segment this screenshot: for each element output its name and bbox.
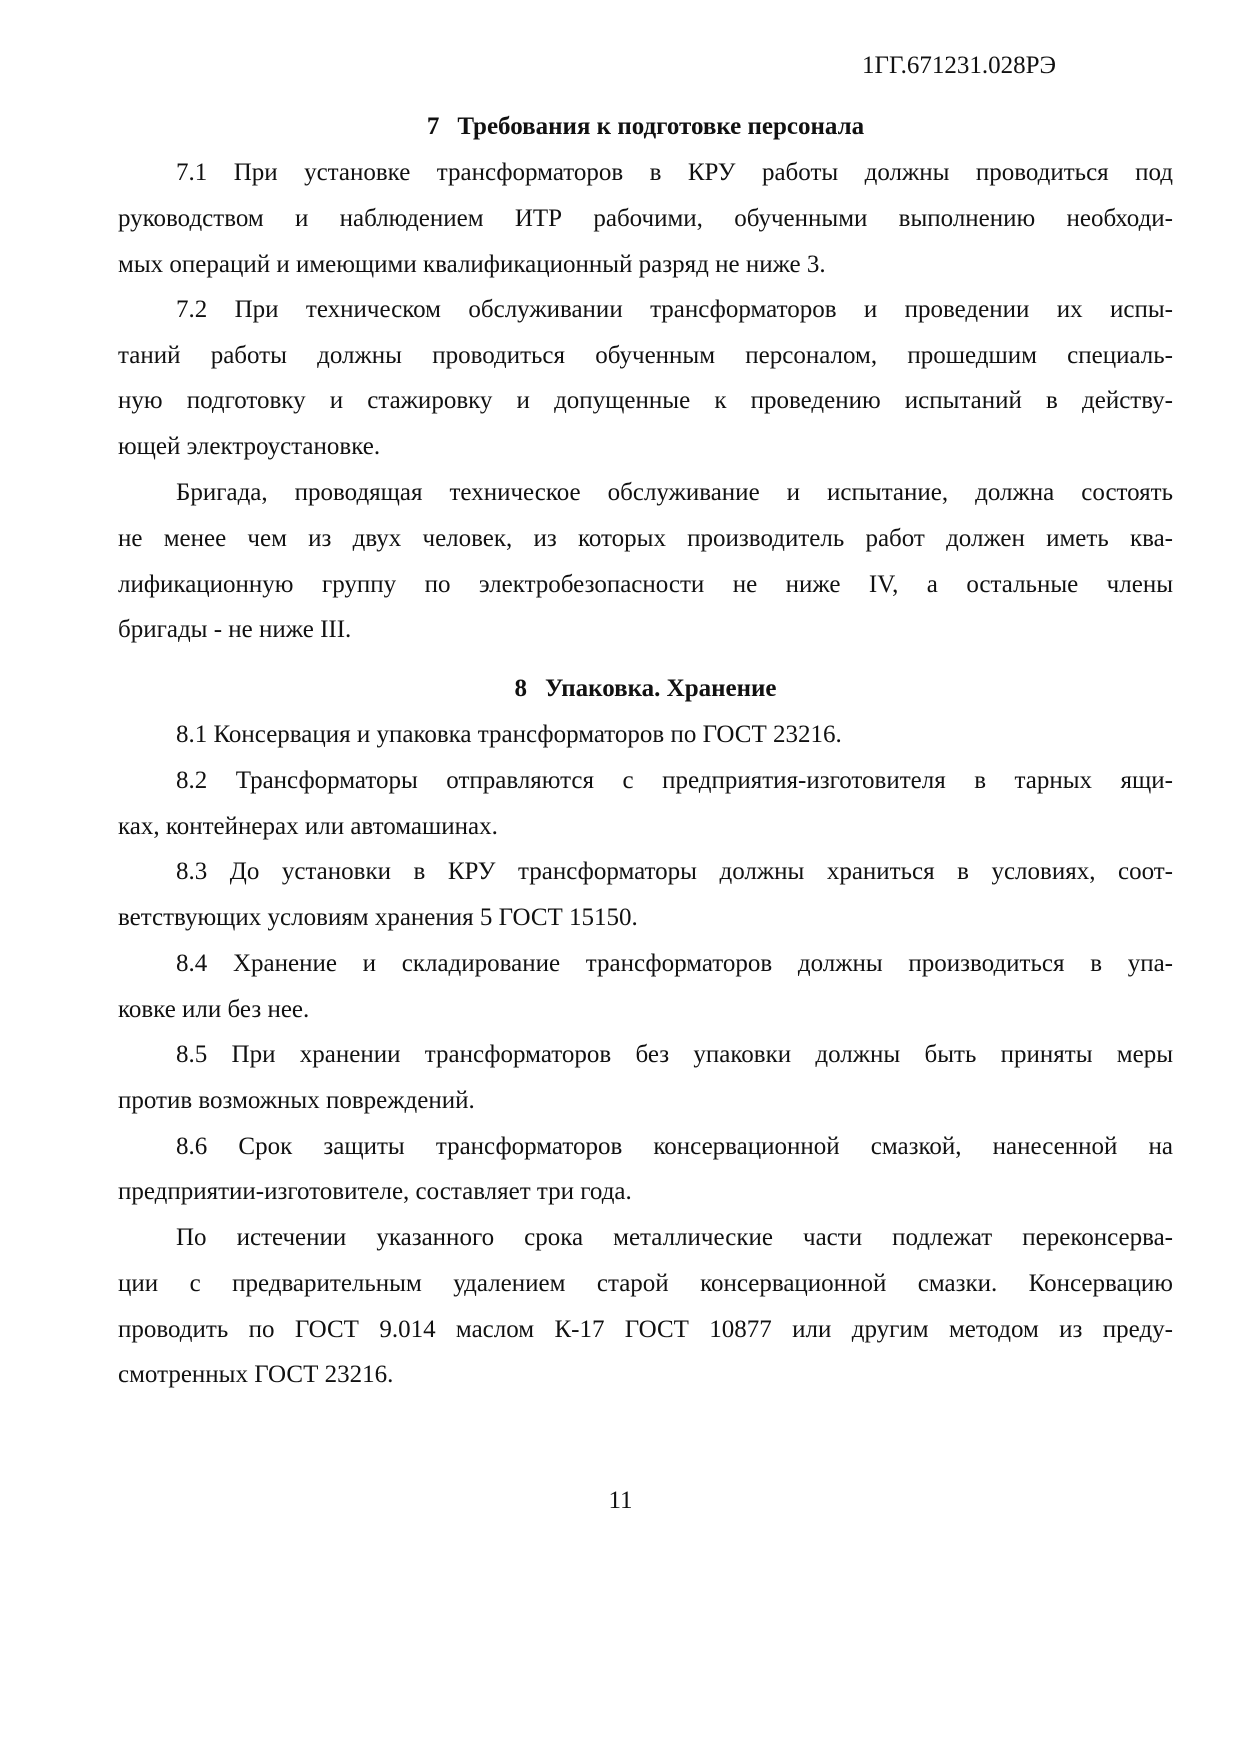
- section-heading-8: [118, 674, 1173, 704]
- text-line: По истечении указанного срока металлические части подлежат переконсерва-: [176, 1224, 1173, 1251]
- section-number: 8: [514, 675, 527, 702]
- text-line: не менее чем из двух человек, из которых производитель работ должен иметь ква-: [118, 525, 1173, 552]
- text-line: ную подготовку и стажировку и допущенные к проведению испытаний в действу-: [118, 387, 1173, 414]
- text-line: мых операций и имеющими квалификационный разряд не ниже 3.: [118, 251, 826, 278]
- text-line: 8.5 При хранении трансформаторов без упаковки должны быть приняты меры: [176, 1041, 1173, 1068]
- text-line: ющей электроустановке.: [118, 433, 381, 460]
- text-line: 7.1 При установке трансформаторов в КРУ работы должны проводиться под: [176, 159, 1173, 186]
- text-line: 8.1 Консервация и упаковка трансформаторов по ГОСТ 23216.: [176, 721, 842, 748]
- text-line: таний работы должны проводиться обученным персоналом, прошедшим специаль-: [118, 342, 1173, 369]
- text-line: 7.2 При техническом обслуживании трансформаторов и проведении их испы-: [176, 296, 1173, 323]
- text-line: против возможных повреждений.: [118, 1087, 475, 1114]
- text-line: предприятии-изготовителе, составляет три года.: [118, 1178, 632, 1205]
- section-title: Упаковка. Хранение: [544, 675, 777, 702]
- text-line: 8.3 До установки в КРУ трансформаторы должны храниться в условиях, соот-: [176, 858, 1173, 885]
- text-line: бригады - не ниже III.: [118, 616, 352, 643]
- text-line: ветствующих условиям хранения 5 ГОСТ 15150.: [118, 904, 638, 931]
- document-code: 1ГГ.671231.028РЭ: [862, 52, 1056, 79]
- text-line: проводить по ГОСТ 9.014 маслом К-17 ГОСТ 10877 или другим методом из преду-: [118, 1316, 1173, 1343]
- text-line: лификационную группу по электробезопасности не ниже IV, а остальные члены: [118, 571, 1173, 598]
- text-line: руководством и наблюдением ИТР рабочими, обученными выполнению необходи-: [118, 205, 1173, 232]
- text-line: 8.6 Срок защиты трансформаторов консервационной смазкой, нанесенной на: [176, 1133, 1173, 1160]
- text-line: 8.2 Трансформаторы отправляются с предприятия-изготовителя в тарных ящи-: [176, 767, 1173, 794]
- text-line: Бригада, проводящая техническое обслуживание и испытание, должна состоять: [176, 479, 1173, 506]
- text-line: ции с предварительным удалением старой консервационной смазки. Консервацию: [118, 1270, 1173, 1297]
- section-number: 7: [426, 113, 440, 140]
- section-title: Требования к подготовке персонала: [457, 113, 865, 140]
- text-line: смотренных ГОСТ 23216.: [118, 1361, 394, 1388]
- text-line: ках, контейнерах или автомашинах.: [118, 813, 498, 840]
- section-heading-7: [118, 112, 1173, 142]
- text-line: 8.4 Хранение и складирование трансформаторов должны производиться в упа-: [176, 950, 1173, 977]
- text-line: ковке или без нее.: [118, 996, 310, 1023]
- page-number: 11: [608, 1487, 633, 1514]
